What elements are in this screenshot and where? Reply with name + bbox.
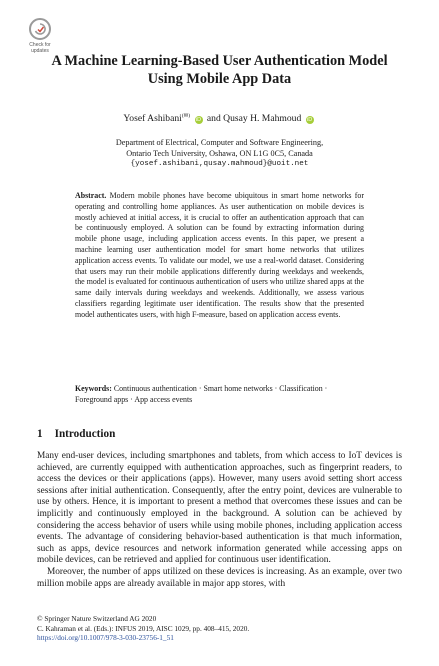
section-number: 1 [37, 428, 43, 440]
corresponding-mark: (✉) [181, 113, 191, 119]
keywords-text: Continuous authentication · Smart home networks · Classification · Foreground apps · App access events [75, 384, 328, 404]
paragraph: Many end-user devices, including smartphones and tablets, from which access to IoT devices is achieved, are currently equipped with authentication approaches, such as fingerprint readers, to access the devices or their applications (apps). However, many users avoid setting short access sessions after initial authentication. Consequently, after the entry point, devices are vulnerable to use by others. Hence, it is important to present a method that overcomes these issues and can be implicitly and continuously employed in the background. A solution can be achieved by considering the access behavior of users while using mobile phones, including application access events. The advantage of considering behavior-based authentication is that much information, such as apps, device resources and network information generated while accessing apps on mobile devices, can be retrieved and applied for continuous user identification. [37, 451, 402, 566]
abstract-text: Modern mobile phones have become ubiquitous in smart home networks for operating and controlling home appliances. As user authentication on mobile devices is mostly achieved at initial access, it is crucial to offer an authentication approach that can be continuously employed. A solution can be found by extracting information during mobile phone usage, including application access events. In this paper, we present a machine learning user authentication model for smart home networks that utilizes application access events. To validate our model, we use a real-world dataset. Considering that users may run their mobile applications differently during weekdays and weekends, the model is evaluated for continuous authentication of users who utilize shared apps at the same daily intervals during weekdays and weekends. Additionally, we assess various classifiers regarding legitimate user identification. The results show that the presented model authenticates users, with high F-measure, based on application access events. [75, 191, 364, 319]
check-updates-icon [29, 18, 51, 40]
affiliation [40, 137, 399, 171]
body-text [37, 451, 402, 590]
doi-link[interactable]: https://doi.org/10.1007/978-3-030-23756-1_51 [37, 633, 174, 643]
affiliation-institution: Ontario Tech University, Oshawa, ON L1G 0C5, Canada [126, 149, 313, 159]
author-line [40, 113, 399, 124]
copyright: © Springer Nature Switzerland AG 2020 [37, 614, 157, 623]
author-emails: {yosef.ashibani,qusay.mahmoud}@uoit.net [130, 160, 309, 169]
orcid-icon[interactable]: iD [195, 117, 202, 124]
keywords [75, 384, 364, 406]
abstract-label: Abstract. [75, 191, 107, 200]
author-conjunction: and [206, 113, 221, 125]
section-heading [37, 428, 115, 440]
check-for-updates-badge[interactable] [22, 18, 58, 54]
abstract [75, 191, 364, 321]
orcid-icon[interactable]: iD [307, 117, 313, 124]
badge-label: Check for updates [29, 42, 51, 54]
affiliation-dept: Department of Electrical, Computer and Software Engineering, [115, 138, 324, 147]
author-name: Qusay H. Mahmoud [223, 113, 302, 125]
keywords-label: Keywords: [75, 384, 112, 393]
author-name: Yosef Ashibani [123, 113, 182, 125]
paragraph: Moreover, the number of apps utilized on these devices is increasing. As an example, over two million mobile apps are already available in major app stores, with [37, 566, 402, 589]
section-title: Introduction [54, 428, 116, 440]
citation: C. Kahraman et al. (Eds.): INFUS 2019, AISC 1029, pp. 408–415, 2020. [37, 623, 250, 633]
paper-title: A Machine Learning-Based User Authentication Model Using Mobile App Data [51, 53, 388, 87]
footer [37, 614, 402, 643]
